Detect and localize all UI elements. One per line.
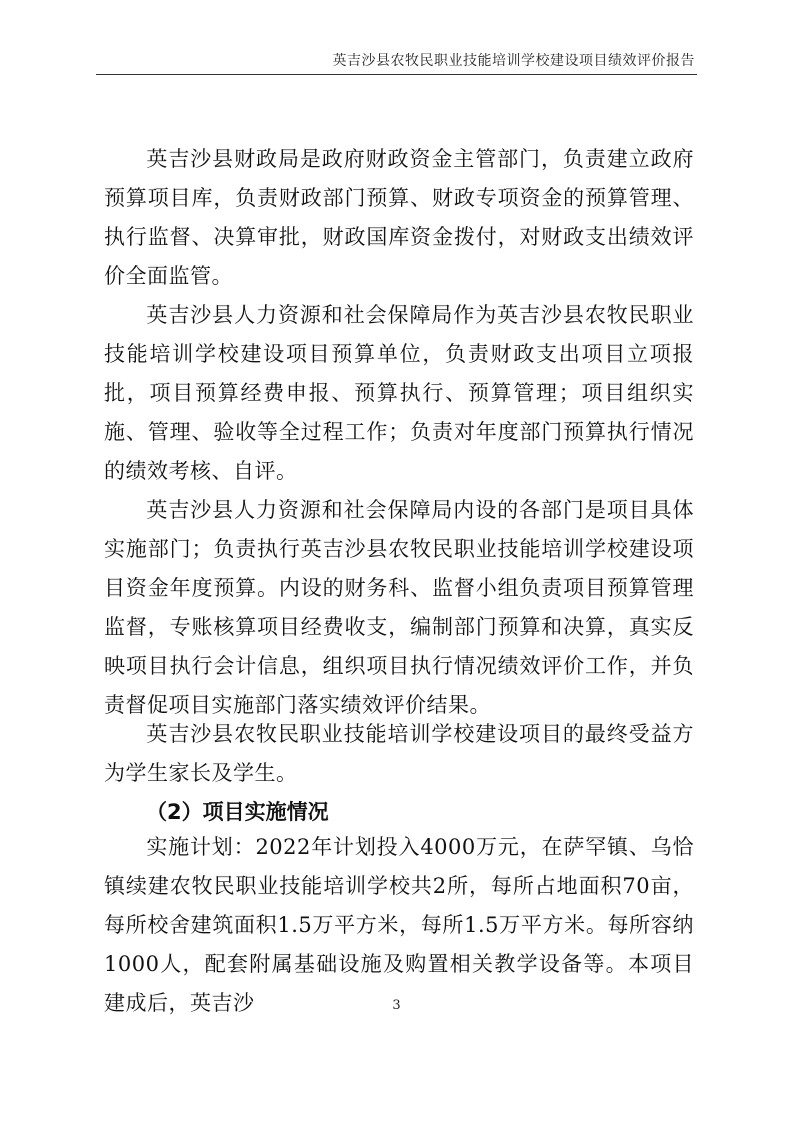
paragraph-beneficiaries [104, 715, 694, 793]
header-divider [96, 74, 697, 75]
header-title: 英吉沙县农牧民职业技能培训学校建设项目绩效评价报告 [332, 53, 695, 69]
paragraph-finance-bureau [104, 140, 694, 296]
paragraph-text: 英吉沙县人力资源和社会保障局内设的各部门是项目具体实施部门；负责执行英吉沙县农牧民职业技能培训学校建设项目资金年度预算。内设的财务科、监督小组负责项目预算管理监督，专账核算项目经费收支，编制部门预算和决算，真实反映项目执行会计信息，组织项目执行情况绩效评价工作，并负责督促项目实施部门落实绩效评价结果。 [104, 498, 694, 717]
paragraph-text: 实施计划：2022年计划投入4000万元，在萨罕镇、乌恰镇续建农牧民职业技能培训学校共2所，每所占地面积70亩，每所校舍建筑面积1.5万平方米，每所1.5万平方米。每所容纳1000人，配套附属基础设施及购置相关教学设备等。本项目建成后，英吉沙 [104, 835, 694, 1015]
paragraph-internal-departments [104, 491, 694, 725]
paragraph-implementation-plan [104, 828, 694, 1023]
page-number: 3 [392, 998, 401, 1013]
paragraph-text: 英吉沙县人力资源和社会保障局作为英吉沙县农牧民职业技能培训学校建设项目预算单位，负责财政支出项目立项报批，项目预算经费申报、预算执行、预算管理；项目组织实施、管理、验收等全过程工作；负责对年度部门预算执行情况的绩效考核、自评。 [104, 303, 694, 483]
paragraph-text: 英吉沙县财政局是政府财政资金主管部门，负责建立政府预算项目库，负责财政部门预算、财政专项资金的预算管理、执行监督、决算审批，财政国库资金拨付，对财政支出绩效评价全面监管。 [104, 147, 694, 288]
paragraph-text: 英吉沙县农牧民职业技能培训学校建设项目的最终受益方为学生家长及学生。 [104, 722, 694, 785]
paragraph-hr-bureau [104, 296, 694, 491]
section-subheading: （2）项目实施情况 [146, 800, 329, 824]
